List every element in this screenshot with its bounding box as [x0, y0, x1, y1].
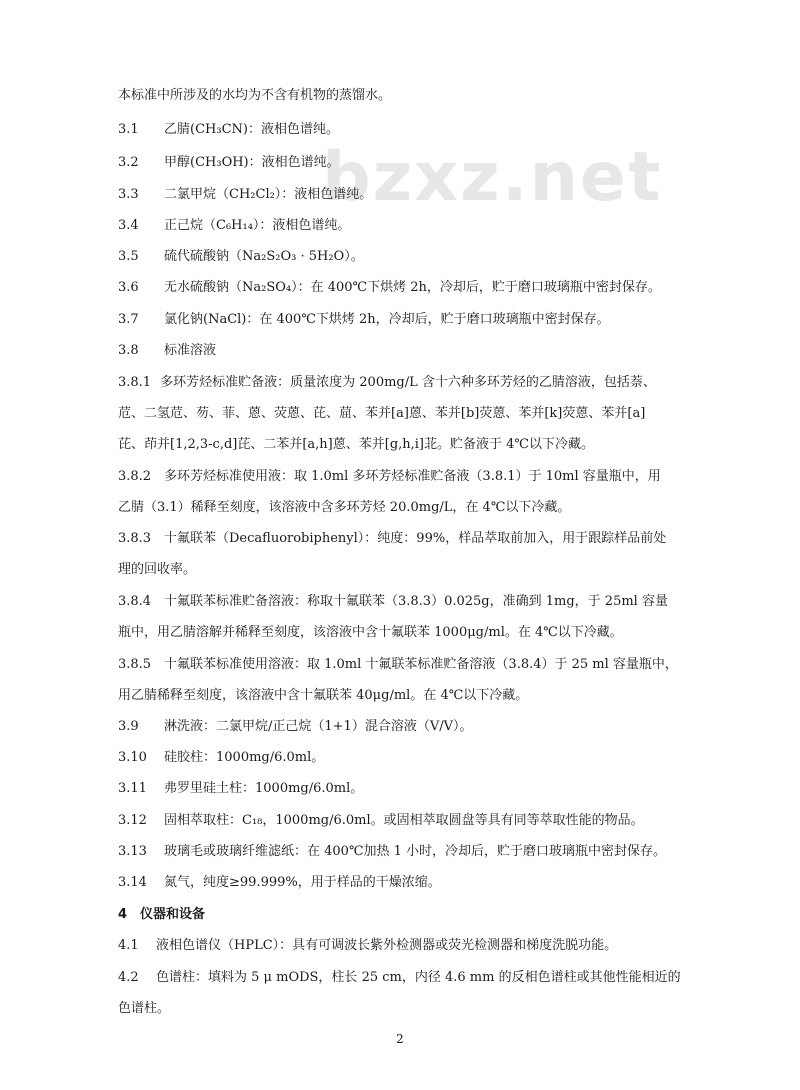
para-text: 多环芳烃标准使用液：取 1.0ml 多环芳烃标准贮备液（3.8.1）于 10ml 容量瓶中，用	[164, 469, 661, 484]
para-3-8-4-line1	[118, 592, 688, 612]
item-text: 标准溶液	[164, 343, 217, 358]
item-text: 弗罗里硅土柱：1000mg/6.0ml。	[164, 781, 364, 796]
para-text: 色谱柱：填料为 5 μ mODS，柱长 25 cm，内径 4.6 mm 的反相色谱柱或其他性能相近的	[156, 970, 681, 985]
item-number: 3.7	[118, 312, 139, 327]
item-3-6	[118, 278, 688, 298]
item-3-5	[118, 247, 688, 267]
item-text: 二氯甲烷（CH₂Cl₂）：液相色谱纯。	[164, 187, 373, 202]
item-number: 3.11	[118, 781, 147, 796]
page-number: 2	[396, 1032, 404, 1046]
item-number: 4.1	[118, 938, 139, 953]
item-3-14	[118, 873, 688, 893]
item-text: 淋洗液：二氯甲烷/正己烷（1+1）混合溶液（V/V）。	[164, 719, 473, 734]
intro-text: 本标准中所涉及的水均为不含有机物的蒸馏水。	[118, 88, 392, 103]
item-number: 3.10	[118, 750, 147, 765]
item-text: 甲醇(CH₃OH)：液相色谱纯。	[164, 155, 340, 170]
item-3-4	[118, 216, 688, 236]
watermark: bzxz.net	[322, 138, 663, 217]
item-text: 硫代硫酸钠（Na₂S₂O₃ · 5H₂O）。	[164, 249, 364, 264]
item-3-1	[118, 120, 688, 140]
para-4-2-line1	[118, 968, 688, 988]
para-3-8-2-line2: 乙腈（3.1）稀释至刻度，该溶液中含多环芳烃 20.0mg/L，在 4℃以下冷藏。	[118, 500, 571, 515]
item-text: 乙腈(CH₃CN)：液相色谱纯。	[164, 122, 339, 137]
item-text: 无水硫酸钠（Na₂SO₄）：在 400℃下烘烤 2h，冷却后，贮于磨口玻璃瓶中密封保存。	[164, 280, 661, 295]
item-number: 3.9	[118, 719, 139, 734]
item-text: 氯化钠(NaCl)：在 400℃下烘烤 2h，冷却后，贮于磨口玻璃瓶中密封保存。	[164, 312, 610, 327]
item-number: 3.14	[118, 875, 147, 890]
item-number: 3.8	[118, 343, 139, 358]
item-3-10	[118, 748, 688, 768]
para-4-1	[118, 936, 688, 956]
item-3-3	[118, 185, 688, 205]
item-text: 氮气，纯度≥99.999%，用于样品的干燥浓缩。	[164, 875, 441, 890]
item-3-12	[118, 811, 688, 831]
section-title: 仪器和设备	[140, 907, 206, 922]
item-number: 3.4	[118, 218, 139, 233]
section-4-heading	[118, 905, 688, 925]
para-text: 十氟联苯标准使用溶液：取 1.0ml 十氟联苯标准贮备溶液（3.8.4）于 25 ml 容量瓶中，	[164, 657, 678, 672]
item-text: 玻璃毛或玻璃纤维滤纸：在 400℃加热 1 小时，冷却后，贮于磨口玻璃瓶中密封保存。	[164, 844, 667, 859]
item-number: 3.8.2	[118, 469, 152, 484]
para-3-8-1-line2: 苊、二氢苊、芴、菲、蒽、荧蒽、芘、䓛、苯并[a]蒽、苯并[b]荧蒽、苯并[k]荧蒽、苯并[a]	[118, 406, 646, 421]
item-number: 3.8.5	[118, 657, 152, 672]
item-number: 3.8.3	[118, 531, 152, 546]
para-3-8-2-line1	[118, 467, 688, 487]
item-number: 3.12	[118, 813, 147, 828]
para-text: 液相色谱仪（HPLC）：具有可调波长紫外检测器或荧光检测器和梯度洗脱功能。	[156, 938, 618, 953]
para-3-8-5-line1	[118, 655, 688, 675]
para-text: 十氟联苯（Decafluorobiphenyl）：纯度：99%，样品萃取前加入，用于跟踪样品前处	[164, 531, 667, 546]
para-3-8-3-line2: 理的回收率。	[118, 562, 197, 577]
para-3-8-5-line2: 用乙腈稀释至刻度，该溶液中含十氟联苯 40μg/ml。在 4℃以下冷藏。	[118, 688, 529, 703]
item-number: 3.13	[118, 844, 147, 859]
item-number: 3.5	[118, 249, 139, 264]
section-number: 4	[118, 907, 128, 922]
item-number: 3.6	[118, 280, 139, 295]
para-text: 十氟联苯标准贮备溶液：称取十氟联苯（3.8.3）0.025g，准确到 1mg，于 25ml 容量	[164, 594, 668, 609]
item-3-9	[118, 717, 688, 737]
para-3-8-4-line2: 瓶中，用乙腈溶解并稀释至刻度，该溶液中含十氟联苯 1000μg/ml。在 4℃以下冷藏。	[118, 625, 623, 640]
item-text: 正己烷（C₆H₁₄）：液相色谱纯。	[164, 218, 351, 233]
item-number: 4.2	[118, 970, 139, 985]
item-text: 固相萃取柱：C₁₈，1000mg/6.0ml。或固相萃取圆盘等具有同等萃取性能的物品。	[164, 813, 644, 828]
item-text: 硅胶柱：1000mg/6.0ml。	[164, 750, 325, 765]
para-text: 多环芳烃标准贮备液：质量浓度为 200mg/L 含十六种多环芳烃的乙腈溶液，包括萘、	[160, 375, 656, 390]
item-3-7	[118, 310, 688, 330]
item-number: 3.1	[118, 122, 139, 137]
item-3-11	[118, 779, 688, 799]
item-3-8	[118, 341, 688, 361]
item-number: 3.3	[118, 187, 139, 202]
para-3-8-1-line3: 芘、茚并[1,2,3-c,d]芘、二苯并[a,h]蒽、苯并[g,h,i]苝。贮备液于 4℃以下冷藏。	[118, 437, 594, 452]
item-3-2	[118, 153, 688, 173]
para-4-2-line2: 色谱柱。	[118, 1001, 171, 1016]
para-3-8-1-line1	[118, 373, 688, 393]
item-3-13	[118, 842, 688, 862]
item-number: 3.8.1	[118, 375, 152, 390]
item-number: 3.8.4	[118, 594, 152, 609]
para-3-8-3-line1	[118, 529, 688, 549]
item-number: 3.2	[118, 155, 139, 170]
